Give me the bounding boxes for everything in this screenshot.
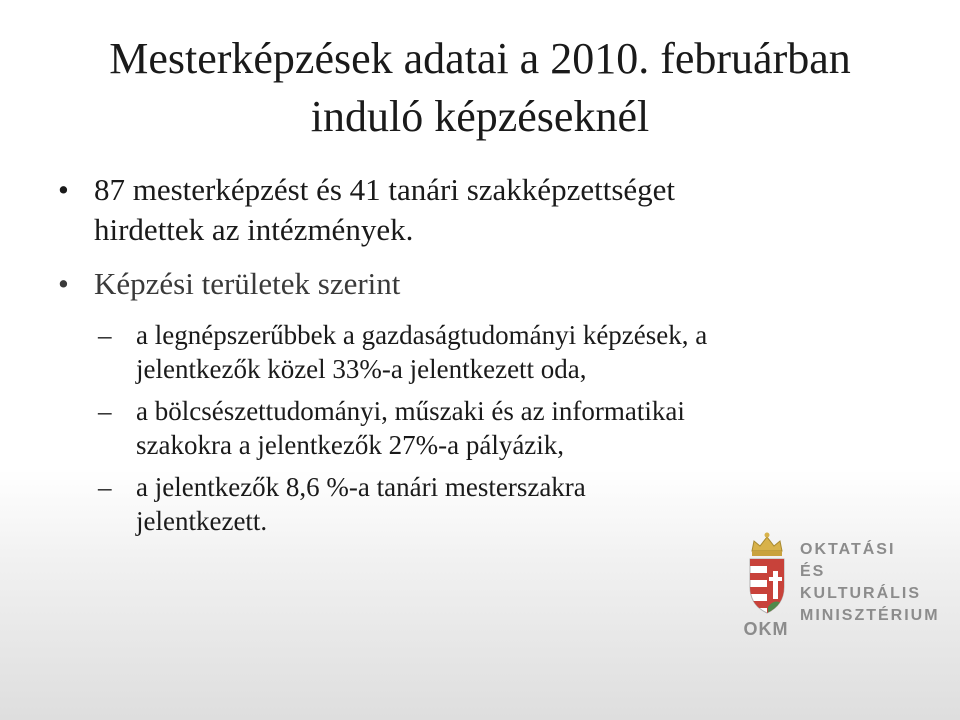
bullet-text: Képzési területek szerint xyxy=(94,266,401,301)
title-line-2: induló képzéseknél xyxy=(310,92,650,141)
bullet-item xyxy=(58,264,918,304)
dash-glyph: – xyxy=(98,472,112,502)
slide-title xyxy=(0,30,960,146)
sub-bullet-item xyxy=(58,394,918,462)
sub-bullet-line-2: jelentkezők közel 33%-a jelentkezett oda, xyxy=(136,354,587,384)
ministry-name xyxy=(800,539,940,627)
sub-bullet-line-1: a jelentkezők 8,6 %-a tanári mesterszakra xyxy=(136,472,586,502)
ministry-name-line-3: MINISZTÉRIUM xyxy=(800,607,940,624)
dash-glyph: – xyxy=(98,396,112,426)
sub-bullet-line-2: szakokra a jelentkezők 27%-a pályázik, xyxy=(136,430,565,460)
sub-bullet-line-2: jelentkezett. xyxy=(136,506,268,536)
bullet-glyph: • xyxy=(58,266,69,301)
bullet-glyph: • xyxy=(58,172,69,207)
dash-glyph: – xyxy=(98,320,112,350)
okm-logo xyxy=(738,525,938,655)
bullet-text-line-1: 87 mesterképzést és 41 tanári szakképzettséget xyxy=(94,172,676,207)
ministry-abbreviation: OKM xyxy=(743,619,789,639)
sub-bullet-item xyxy=(58,318,918,386)
sub-bullet-line-1: a bölcsészettudományi, műszaki és az informatikai xyxy=(136,396,685,426)
bullet-text-line-2: hirdettek az intézmények. xyxy=(94,212,414,247)
ministry-name-line-2: ÉS KULTURÁLIS xyxy=(800,563,922,602)
bullet-item xyxy=(58,170,918,250)
slide-content xyxy=(58,170,918,546)
sub-bullet-line-1: a legnépszerűbbek a gazdaságtudományi képzések, a xyxy=(136,320,708,350)
title-line-1: Mesterképzések adatai a 2010. februárban xyxy=(109,34,851,83)
hungarian-coat-of-arms-icon xyxy=(744,529,790,615)
ministry-name-line-1: OKTATÁSI xyxy=(800,541,896,558)
